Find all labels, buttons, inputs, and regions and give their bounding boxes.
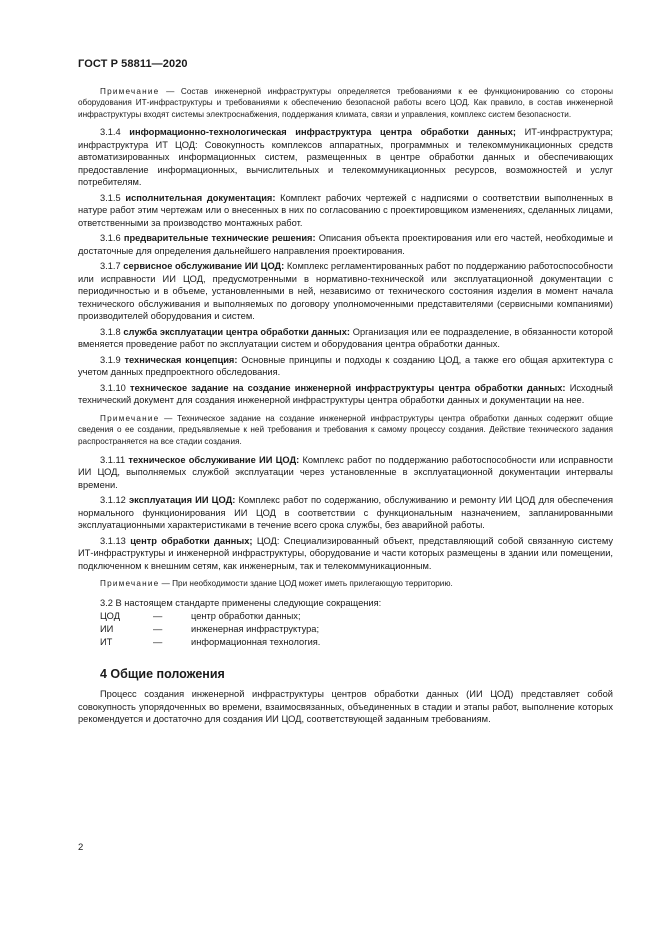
definition-3-1-6 — [78, 232, 613, 257]
definition-number: 3.1.8 — [100, 326, 121, 337]
note-text: — Техническое задание на создание инженерной инфраструктуры центра обработки данных содержит общие сведения о ее создании, предъявляемые к ней требования и требования к самому процессу создания. Действие технического задания распространяется на все стадии создания. — [78, 413, 613, 446]
definition-term: центр обработки данных; — [130, 535, 253, 546]
definition-number: 3.1.11 — [100, 454, 126, 465]
definition-3-1-11 — [78, 454, 613, 492]
definition-text: ИТ-инфраструктура; инфраструктура ИТ ЦОД: Совокупность комплексов аппаратных, программных и телекоммуникационных средств автоматизированных информационных систем, размещенных в центре обработки данных и обеспечивающих предоставление информационных, вычислительных и телекоммуникационных ресурсов, возможностей и услуг потребителям. — [78, 127, 613, 188]
definition-text: Основные принципы и подходы к созданию ЦОД, а также его общая архитектура с учетом данных предпроектного обследования. — [78, 354, 613, 378]
abbreviation-expansion: информационная технология. — [191, 637, 321, 648]
abbreviation-row — [78, 623, 613, 636]
note-label: Примечание — [100, 87, 160, 96]
note-text: — При необходимости здание ЦОД может иметь прилегающую территорию. — [161, 579, 453, 589]
note-3 — [78, 578, 613, 589]
document-header: ГОСТ Р 58811—2020 — [78, 58, 188, 70]
definition-term: служба эксплуатации центра обработки данных: — [123, 326, 351, 337]
note-1 — [78, 86, 613, 120]
definition-text: Комплекс работ по поддержанию работоспособности или исправности ИИ ЦОД, выполняемых службой эксплуатации через установленные в эксплуатационной документации интервалы времени. — [78, 454, 613, 490]
abbreviation: ИТ — [100, 637, 113, 648]
definition-term: исполнительная документация: — [125, 192, 276, 203]
definition-text: Организация или ее подразделение, в обязанности которой вменяется проведение работ по эксплуатации систем и оборудования центра обработки данных. — [78, 326, 613, 350]
note-label: Примечание — [100, 413, 160, 423]
abbreviation: ИИ — [100, 624, 114, 635]
definition-number: 3.1.12 — [100, 495, 126, 506]
definition-number: 3.1.13 — [100, 535, 126, 546]
definition-text: Описания объекта проектирования или его частей, необходимые и достаточные для определения дальнейшего направления проектирования. — [78, 233, 613, 256]
definition-term: техническое задание на создание инженерной инфраструктуры центра обработки данных: — [130, 382, 566, 393]
definition-3-1-8 — [78, 326, 613, 351]
page-body — [78, 86, 613, 729]
definition-term: информационно-технологическая инфраструктура центра обработки данных; — [129, 127, 516, 138]
definition-term: эксплуатация ИИ ЦОД: — [129, 495, 236, 506]
abbreviation-expansion: инженерная инфраструктура; — [191, 624, 320, 635]
definition-term: сервисное обслуживание ИИ ЦОД: — [123, 261, 285, 272]
note-text: — Состав инженерной инфраструктуры определяется требованиями к ее функционированию со стороны оборудования ИТ-инфраструктуры и требованиями к обеспечению безопасной работы всего ЦОД. Как правило, в состав инженерной инфраструктуры входят системы электроснабжения, поддержания климата, связи и управления, комплекс систем безопасности. — [78, 87, 614, 119]
definition-3-1-12 — [78, 494, 613, 532]
abbreviation-row — [78, 610, 613, 623]
abbreviation-dash: — — [153, 611, 163, 622]
abbreviation-dash: — — [153, 624, 163, 635]
abbreviation-expansion: центр обработки данных; — [191, 611, 301, 622]
definition-3-1-13 — [78, 535, 613, 573]
definition-text: ЦОД: Специализированный объект, представляющий собой связанную систему ИТ-инфраструктуры и инженерной инфраструктуры, оборудование и части которых размещены в здании или помещении, подключенном к внешним сетям, как инженерным, так и телекоммуникационным. — [78, 535, 613, 571]
page-number: 2 — [78, 842, 84, 853]
definition-number: 3.1.9 — [100, 354, 121, 365]
definition-number: 3.1.10 — [100, 382, 126, 393]
definition-3-1-4 — [78, 126, 613, 189]
abbreviation: ЦОД — [100, 611, 120, 622]
definition-term: предварительные технические решения: — [123, 233, 316, 244]
definition-number: 3.1.5 — [100, 192, 121, 203]
definition-3-1-10 — [78, 382, 613, 407]
definition-number: 3.1.6 — [100, 233, 121, 244]
definition-text: Исходный технический документ для создания инженерной инфраструктуры центра обработки данных и документации на нее. — [78, 382, 613, 406]
definition-text: Комплекс регламентированных работ по поддержанию работоспособности или исправности ИИ ЦОД, предусмотренными в нормативно-технической или эксплуатационной документации с периодичностью и в объеме, установленными в ней, независимо от технического состояния изделия в момент начала технического обслуживания и выполняемых по договору уполномоченными представителями (сервисными компаниями) производителей оборудования и систем. — [78, 261, 613, 322]
definition-text: Комплекс работ по содержанию, обслуживанию и ремонту ИИ ЦОД для обеспечения нормального функционирования ИИ ЦОД в соответствии с функциональным назначением, запланированными эксплуатационными характеристиками в течение всего срока службы, без аварийной работы. — [78, 495, 613, 531]
abbreviation-dash: — — [153, 637, 163, 648]
note-label: Примечание — [100, 579, 160, 589]
definition-term: техническое обслуживание ИИ ЦОД: — [128, 454, 300, 465]
section-4-paragraph: Процесс создания инженерной инфраструктуры центров обработки данных (ИИ ЦОД) представляет собой совокупность упорядоченных во времени, взаимосвязанных, объединенных в стадии и этапы работ, выполнение которых рекомендуется и достаточно для создания ИИ ЦОД, соответствующей заданным требованиям. — [78, 689, 613, 725]
definition-3-1-5 — [78, 192, 613, 230]
definition-number: 3.1.7 — [100, 261, 121, 272]
definition-text: Комплект рабочих чертежей с надписями о соответствии выполненных в натуре работ этим чертежам или о внесенных в них по согласованию с проектировщиком изменениях, сделанных лицами, ответственными за производство монтажных работ. — [78, 192, 613, 228]
section-4-heading: 4 Общие положения — [100, 667, 225, 682]
abbreviation-row — [78, 636, 613, 649]
definition-term: техническая концепция: — [124, 354, 238, 365]
definition-number: 3.1.4 — [100, 127, 121, 138]
definition-3-1-7 — [78, 260, 613, 323]
note-2 — [78, 413, 613, 447]
abbreviations-intro: 3.2 В настоящем стандарте применены следующие сокращения: — [100, 597, 382, 608]
definition-3-1-9 — [78, 354, 613, 379]
